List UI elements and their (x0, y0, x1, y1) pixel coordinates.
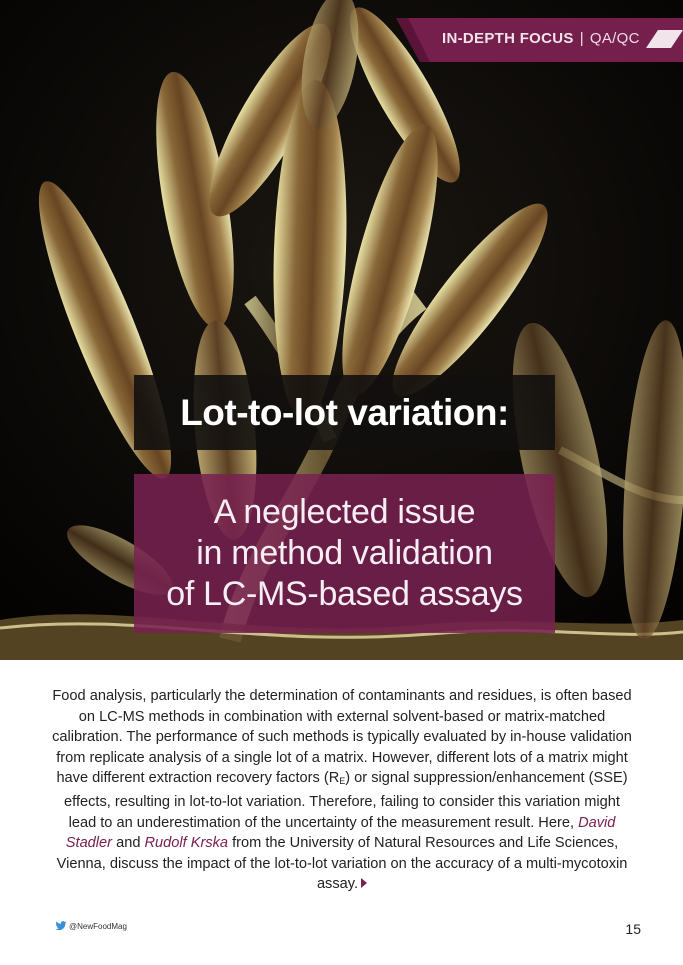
author-rudolf-krska: Rudolf Krska (144, 835, 229, 852)
recovery-subscript: E (339, 776, 346, 787)
twitter-handle: @NewFoodMag (69, 921, 127, 931)
social-handle (55, 919, 127, 933)
banner-focus-label: IN-DEPTH FOCUS (442, 30, 574, 47)
subtitle-line: in method validation (196, 534, 493, 572)
author-david-stadler: David Stadler (65, 814, 616, 852)
subtitle-box (134, 474, 555, 633)
banner-label (442, 30, 640, 50)
body-text-part2: ) or signal suppression/enhancement (SSE) effects, resulting in lot-to-lot variation. Therefore, failing to consider this variation might lead to an underestimation of the uncertainty of the measurement result. Here, (64, 770, 628, 831)
article-title: Lot-to-lot variation: (180, 391, 509, 433)
banner-section-label: QA/QC (589, 30, 640, 47)
body-text-and: and (112, 835, 145, 852)
body-text-part3: from the University of Natural Resources and Life Sciences, Vienna, discuss the impact of the lot-to-lot variation on the accuracy of a multi-mycotoxin assay. (56, 835, 628, 893)
banner-separator: | (579, 30, 584, 47)
standfirst-paragraph (52, 686, 632, 895)
twitter-bird-icon (55, 921, 67, 931)
page-number: 15 (625, 921, 641, 937)
subtitle-line: of LC-MS-based assays (166, 575, 523, 613)
body-text-part1: Food analysis, particularly the determination of contaminants and residues, is often based on LC-MS methods in combination with external solvent-based or matrix-matched calibration. The performance of such methods is typically evaluated by in-house validation from replicate analysis of a single lot of a matrix. However, different lots of a matrix might have different extraction recovery factors (R (52, 688, 632, 787)
title-box (134, 375, 555, 450)
continue-arrow-icon (361, 878, 367, 888)
section-banner (396, 18, 683, 62)
subtitle-line: A neglected issue (213, 493, 476, 531)
